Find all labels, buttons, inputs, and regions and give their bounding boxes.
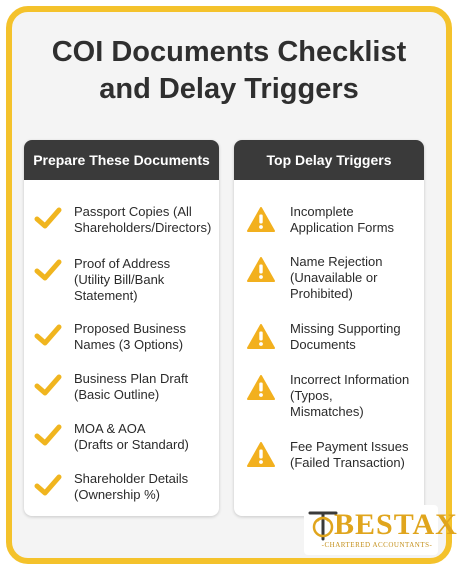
triggers-card bbox=[234, 140, 424, 516]
list-item-text: Missing Supporting Documents bbox=[290, 321, 401, 352]
checkmark-icon bbox=[34, 373, 62, 402]
list-item-text: MOA & AOA (Drafts or Standard) bbox=[74, 421, 189, 452]
list-item-text: Incorrect Information (Typos, Mismatches) bbox=[290, 372, 410, 419]
documents-card bbox=[24, 140, 219, 516]
checkmark-icon bbox=[34, 258, 62, 287]
warning-icon bbox=[246, 441, 276, 473]
logo-name: BESTAX bbox=[334, 508, 458, 541]
list-item-text: Business Plan Draft (Basic Outline) bbox=[74, 371, 189, 402]
logo-tagline: -CHARTERED ACCOUNTANTS- bbox=[321, 541, 433, 549]
checkmark-icon bbox=[34, 423, 62, 452]
title-line-1: COI Documents Checklist bbox=[51, 36, 407, 68]
triggers-card-header: Top Delay Triggers bbox=[234, 140, 424, 180]
list-item-text: Passport Copies (All Shareholders/Directors) bbox=[74, 204, 212, 235]
list-item-text: Fee Payment Issues (Failed Transaction) bbox=[290, 439, 409, 470]
checkmark-icon bbox=[34, 473, 62, 502]
documents-card-header: Prepare These Documents bbox=[24, 140, 219, 180]
list-item-text: Proof of Address (Utility Bill/Bank Statement) bbox=[74, 256, 171, 303]
list-item-text: Incomplete Application Forms bbox=[290, 204, 395, 235]
list-item-text: Proposed Business Names (3 Options) bbox=[74, 321, 187, 352]
list-item-text: Shareholder Details (Ownership %) bbox=[74, 471, 189, 502]
warning-icon bbox=[246, 206, 276, 238]
bestax-logo bbox=[304, 505, 458, 555]
checkmark-icon bbox=[34, 206, 62, 235]
checkmark-icon bbox=[34, 323, 62, 352]
warning-icon bbox=[246, 323, 276, 355]
warning-icon bbox=[246, 374, 276, 406]
page-title bbox=[0, 34, 458, 108]
warning-icon bbox=[246, 256, 276, 288]
list-item-text: Name Rejection (Unavailable or Prohibited) bbox=[290, 254, 383, 301]
title-line-2: and Delay Triggers bbox=[99, 73, 359, 105]
